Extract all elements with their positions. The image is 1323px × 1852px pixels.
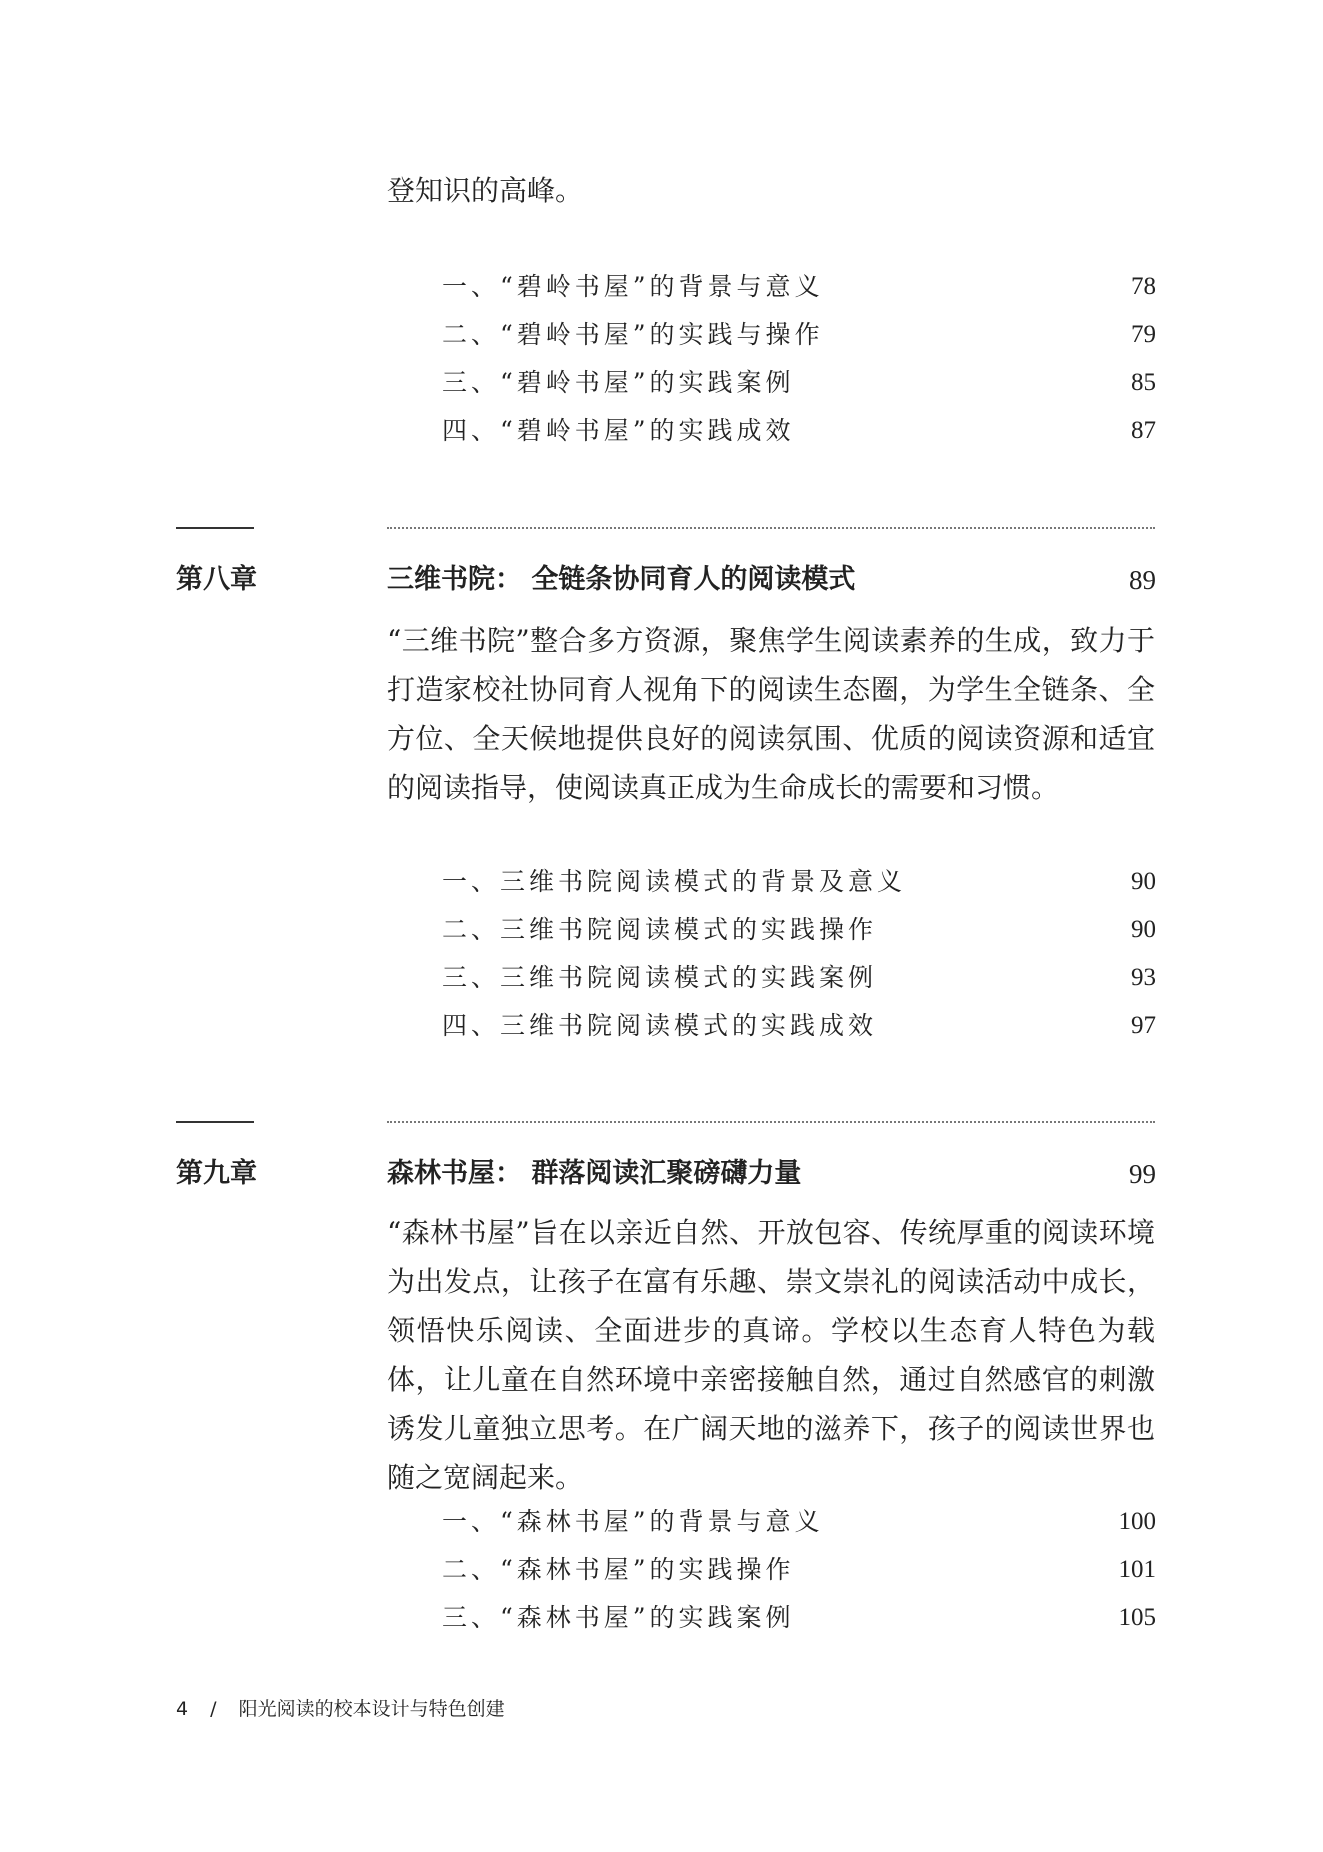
toc-entry-title: 四、“碧岭书屋”的实践成效 bbox=[442, 416, 795, 445]
toc-entry[interactable] bbox=[442, 862, 1156, 902]
toc-entry-page: 105 bbox=[1118, 1604, 1156, 1631]
chapter-label: 第八章 bbox=[176, 564, 257, 595]
toc-entry-title: 三、三维书院阅读模式的实践案例 bbox=[442, 963, 878, 992]
toc-entry-title: 三、“森林书屋”的实践案例 bbox=[442, 1603, 795, 1632]
chapter-divider-solid bbox=[176, 1121, 254, 1123]
toc-entry-title: 三、“碧岭书屋”的实践案例 bbox=[442, 368, 795, 397]
chapter-title[interactable]: 三维书院： 全链条协同育人的阅读模式 bbox=[387, 564, 856, 595]
toc-entry-title: 二、三维书院阅读模式的实践操作 bbox=[442, 915, 878, 944]
chapter-page-number: 99 bbox=[1129, 1159, 1156, 1189]
chapter-label: 第九章 bbox=[176, 1158, 257, 1189]
toc-entry[interactable] bbox=[442, 1598, 1156, 1638]
toc-entry-title: 四、三维书院阅读模式的实践成效 bbox=[442, 1011, 878, 1040]
toc-entry-title: 二、“森林书屋”的实践操作 bbox=[442, 1555, 795, 1584]
toc-entry-page: 79 bbox=[1131, 321, 1156, 348]
toc-entry-title: 二、“碧岭书屋”的实践与操作 bbox=[442, 320, 824, 349]
page-footer bbox=[176, 1694, 505, 1724]
toc-entry[interactable] bbox=[442, 910, 1156, 950]
toc-entry-page: 97 bbox=[1131, 1012, 1156, 1039]
intro-paragraph-tail: 登知识的高峰。 bbox=[387, 174, 584, 207]
toc-entry-page: 100 bbox=[1118, 1508, 1156, 1535]
toc-entry-title: 一、“碧岭书屋”的背景与意义 bbox=[442, 272, 824, 301]
chapter-divider-dotted bbox=[387, 527, 1155, 529]
chapter-title[interactable]: 森林书屋： 群落阅读汇聚磅礴力量 bbox=[387, 1158, 802, 1189]
toc-entry-title: 一、“森林书屋”的背景与意义 bbox=[442, 1507, 824, 1536]
toc-entry-page: 90 bbox=[1131, 868, 1156, 895]
chapter-divider-solid bbox=[176, 527, 254, 529]
chapter-summary: “三维书院”整合多方资源，聚焦学生阅读素养的生成，致力于打造家校社协同育人视角下的阅读生态圈，为学生全链条、全方位、全天候地提供良好的阅读氛围、优质的阅读资源和适宜的阅读指导，使阅读真正成为生命成长的需要和习惯。 bbox=[387, 624, 1155, 804]
toc-entry[interactable] bbox=[442, 267, 1156, 307]
footer-page-number: 4 bbox=[176, 1698, 189, 1720]
toc-entry[interactable] bbox=[442, 958, 1156, 998]
chapter-summary: “森林书屋”旨在以亲近自然、开放包容、传统厚重的阅读环境为出发点，让孩子在富有乐趣、崇文崇礼的阅读活动中成长，领悟快乐阅读、全面进步的真谛。学校以生态育人特色为载体，让儿童在自然环境中亲密接触自然，通过自然感官的刺激诱发儿童独立思考。在广阔天地的滋养下，孩子的阅读世界也随之宽阔起来。 bbox=[387, 1216, 1155, 1494]
toc-entry-page: 93 bbox=[1131, 964, 1156, 991]
toc-entry-page: 90 bbox=[1131, 916, 1156, 943]
toc-entry[interactable] bbox=[442, 1006, 1156, 1046]
toc-entry[interactable] bbox=[442, 1502, 1156, 1542]
chapter-divider-dotted bbox=[387, 1121, 1155, 1123]
toc-entry-page: 85 bbox=[1131, 369, 1156, 396]
toc-entry[interactable] bbox=[442, 315, 1156, 355]
footer-separator: / bbox=[210, 1698, 217, 1720]
toc-entry-page: 78 bbox=[1131, 273, 1156, 300]
chapter-page-number: 89 bbox=[1129, 565, 1156, 595]
toc-entry[interactable] bbox=[442, 363, 1156, 403]
toc-entry-title: 一、三维书院阅读模式的背景及意义 bbox=[442, 867, 907, 896]
toc-entry[interactable] bbox=[442, 1550, 1156, 1590]
toc-entry-page: 101 bbox=[1118, 1556, 1156, 1583]
toc-entry[interactable] bbox=[442, 411, 1156, 451]
footer-book-title: 阳光阅读的校本设计与特色创建 bbox=[238, 1698, 505, 1720]
toc-entry-page: 87 bbox=[1131, 417, 1156, 444]
